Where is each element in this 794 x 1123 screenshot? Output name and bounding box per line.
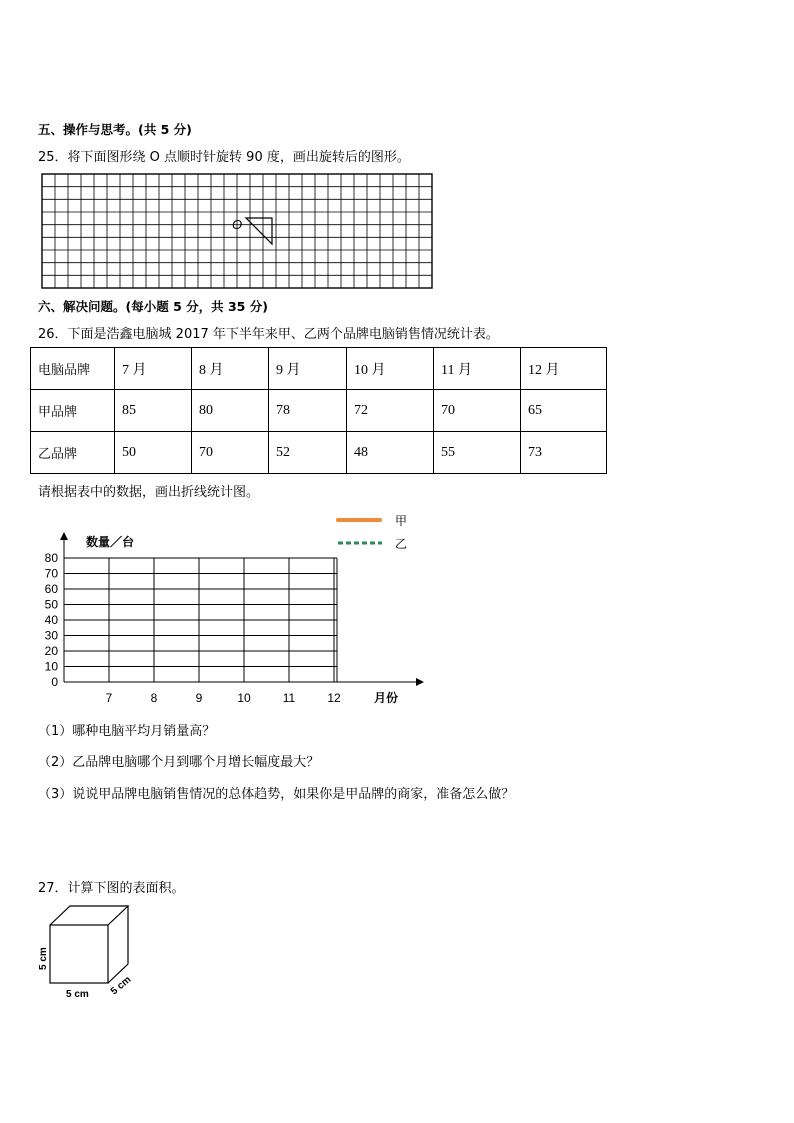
- question-25: 25．将下面图形绕 O 点顺时针旋转 90 度，画出旋转后的图形。: [38, 150, 410, 165]
- cube-figure: [30, 900, 150, 1004]
- legend-label-jia: 甲: [395, 514, 408, 528]
- y-tick-label: 80: [44, 551, 58, 565]
- x-tick-label: 8: [150, 691, 158, 705]
- table-cell: 55: [434, 432, 521, 474]
- x-tick-label: 11: [282, 691, 296, 705]
- chart-instruction: 请根据表中的数据，画出折线统计图。: [38, 485, 260, 500]
- sub-question-2: （2）乙品牌电脑哪个月到哪个月增长幅度最大？: [38, 755, 320, 770]
- cube-width-label: 5 cm: [66, 989, 89, 1000]
- table-cell: 50: [115, 432, 192, 474]
- table-header-cell: 9 月: [269, 348, 347, 390]
- question-27: 27．计算下图的表面积。: [38, 881, 185, 896]
- line-chart: [30, 508, 430, 708]
- table-header-cell: 电脑品牌: [31, 348, 115, 390]
- point-o-label: O: [232, 217, 243, 232]
- section-six-heading: 六、解决问题。(每小题 5 分，共 35 分): [38, 299, 268, 314]
- x-tick-label: 10: [237, 691, 251, 705]
- sub-question-3: （3）说说甲品牌电脑销售情况的总体趋势，如果你是甲品牌的商家，准备怎么做？: [38, 787, 515, 802]
- rotation-grid: [40, 172, 436, 292]
- y-axis-label: 数量／台: [86, 535, 135, 549]
- table-cell: 73: [521, 432, 607, 474]
- y-tick-label: 70: [44, 566, 58, 581]
- legend-label-yi: 乙: [395, 537, 408, 551]
- table-cell: 72: [347, 390, 434, 432]
- cube-side-face: [108, 906, 128, 983]
- table-cell: 48: [347, 432, 434, 474]
- table-cell: 乙品牌: [31, 432, 115, 474]
- cube-height-label: 5 cm: [38, 947, 49, 970]
- question-26: 26．下面是浩鑫电脑城 2017 年下半年来甲、乙两个品牌电脑销售情况统计表。: [38, 327, 499, 342]
- table-cell: 甲品牌: [31, 390, 115, 432]
- table-cell: 80: [192, 390, 269, 432]
- sub-question-1: （1）哪种电脑平均月销量高？: [38, 724, 216, 739]
- table-cell: 70: [192, 432, 269, 474]
- x-tick-label: 12: [327, 691, 341, 705]
- table-cell: 85: [115, 390, 192, 432]
- table-header-cell: 11 月: [434, 348, 521, 390]
- table-cell: 78: [269, 390, 347, 432]
- table-header-row: [31, 348, 607, 390]
- x-tick-label: 7: [105, 691, 113, 705]
- table-header-cell: 10 月: [347, 348, 434, 390]
- cube-depth-label: 5 cm: [108, 974, 134, 998]
- table-row: [31, 432, 607, 474]
- cube-top-face: [50, 906, 128, 925]
- y-tick-label: 30: [44, 628, 58, 643]
- table-row: [31, 390, 607, 432]
- cube-front-face: [50, 925, 108, 983]
- table-cell: 52: [269, 432, 347, 474]
- x-axis-label: 月份: [374, 691, 399, 705]
- y-tick-label: 60: [44, 582, 58, 596]
- y-tick-label: 50: [44, 597, 58, 612]
- y-tick-label: 40: [44, 613, 58, 627]
- section-five-heading: 五、操作与思考。(共 5 分): [38, 122, 192, 137]
- y-tick-label: 0: [51, 675, 58, 689]
- x-tick-label: 9: [195, 691, 203, 705]
- table-cell: 65: [521, 390, 607, 432]
- table-header-cell: 8 月: [192, 348, 269, 390]
- table-cell: 70: [434, 390, 521, 432]
- table-header-cell: 12 月: [521, 348, 607, 390]
- table-header-cell: 7 月: [115, 348, 192, 390]
- y-tick-label: 10: [44, 659, 58, 674]
- sales-table: [30, 347, 607, 474]
- y-tick-label: 20: [44, 644, 58, 658]
